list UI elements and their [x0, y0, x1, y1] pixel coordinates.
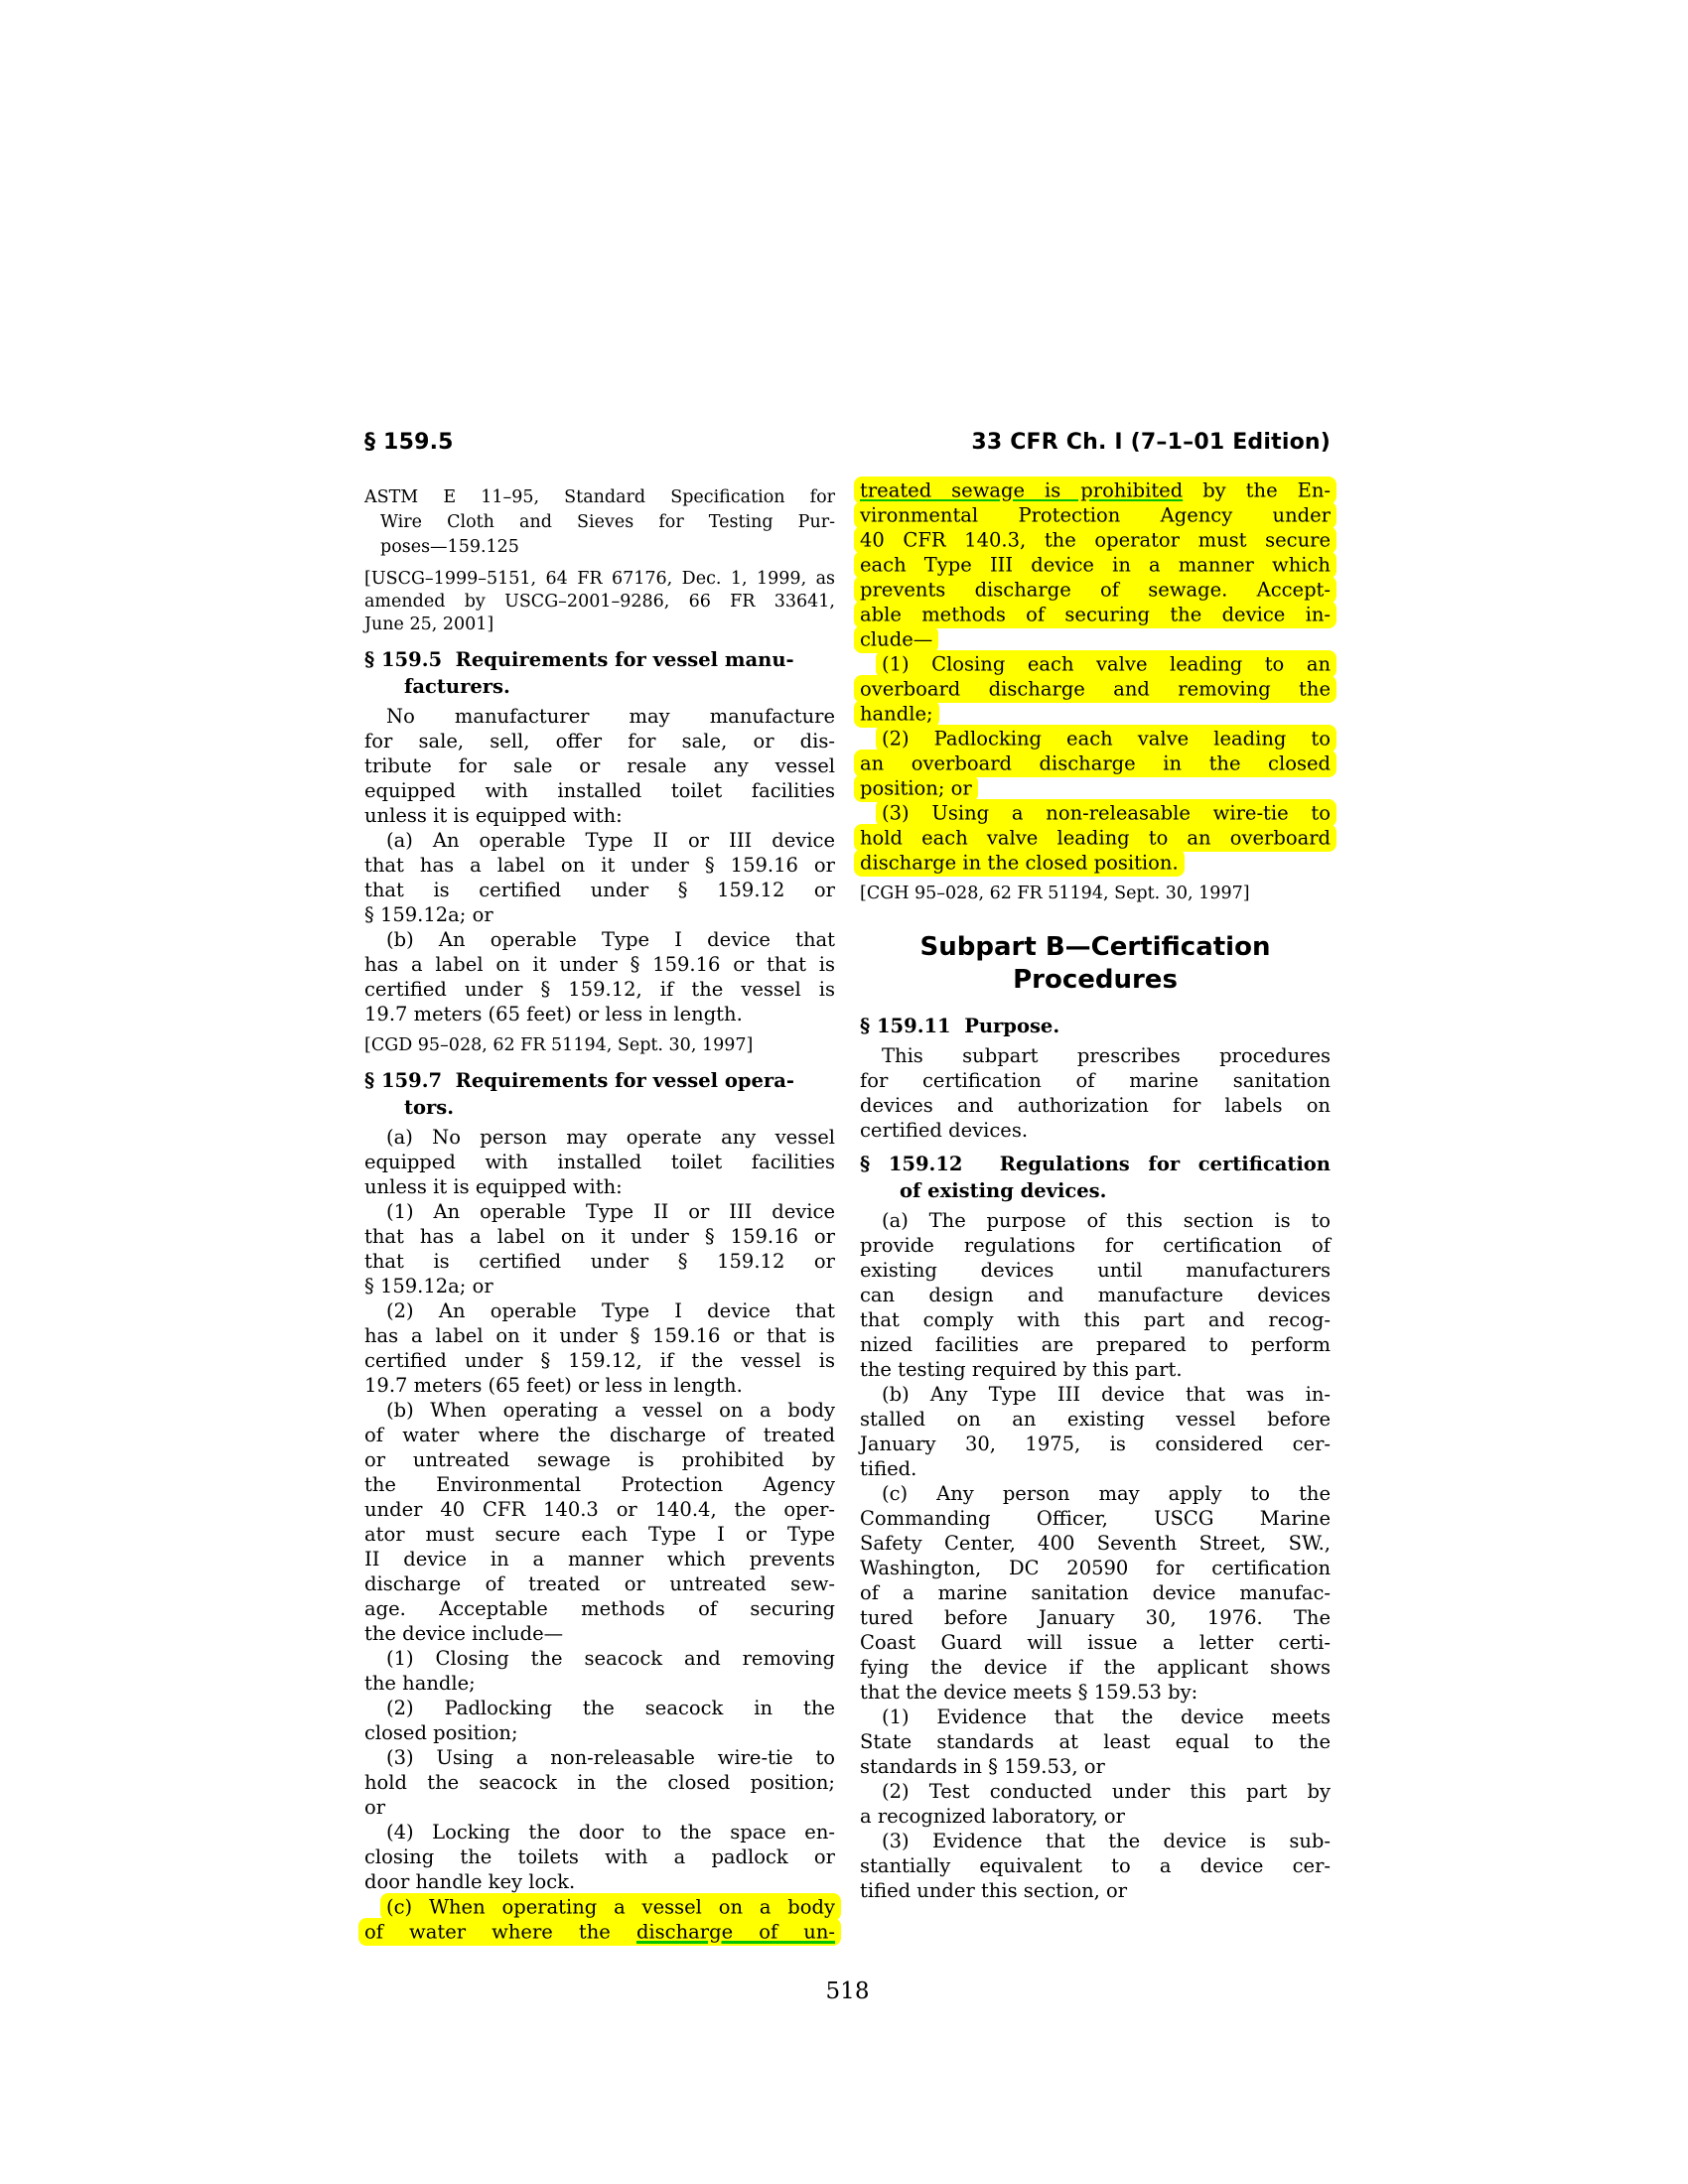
block-p [860, 1779, 1331, 1829]
text-segment: (a) An operable Type II or III device [386, 829, 835, 852]
running-head [364, 430, 1331, 455]
text-segment: 40 CFR 140.3, the operator must secure [860, 528, 1331, 551]
text-line [364, 1298, 835, 1323]
block-p [860, 651, 1331, 726]
text-segment: a recognized laboratory, or [860, 1805, 1125, 1828]
text-line [860, 1456, 1331, 1481]
text-line [364, 704, 835, 729]
text-line [860, 527, 1331, 552]
text-segment: Safety Center, 400 Seventh Street, SW., [860, 1532, 1331, 1555]
text-line [860, 577, 1331, 602]
text-line [860, 1432, 1331, 1456]
text-line [364, 1398, 835, 1423]
block-p [364, 1745, 835, 1820]
right-column [860, 478, 1331, 1903]
highlight [854, 576, 1336, 604]
text-line [364, 1745, 835, 1770]
text-line [860, 1531, 1331, 1556]
block-p [364, 1398, 835, 1646]
block-p [860, 1829, 1331, 1903]
highlight [854, 526, 1336, 554]
text-line [364, 1125, 835, 1150]
text-segment: [USCG–1999–5151, 64 FR 67176, Dec. 1, 1999, as [364, 569, 835, 589]
block-p [860, 1705, 1331, 1779]
text-segment: This subpart prescribes procedures [882, 1044, 1331, 1067]
text-line [860, 1605, 1331, 1630]
highlight [358, 1918, 841, 1946]
text-line [364, 1199, 835, 1224]
text-segment: clude— [860, 627, 933, 650]
block-h3 [364, 1067, 835, 1121]
text-segment: the Environmental Protection Agency [364, 1473, 835, 1496]
text-segment: § 159.12a; or [364, 1275, 493, 1297]
text-segment: (2) An operable Type I device that [386, 1299, 835, 1322]
text-line [364, 853, 835, 878]
text-segment: § 159.12a; or [364, 903, 493, 926]
text-line [860, 1208, 1331, 1233]
text-line [364, 1497, 835, 1522]
text-segment: standards in § 159.53, or [860, 1755, 1105, 1778]
text-line [364, 1844, 835, 1869]
text-segment: (3) Using a non-releasable wire-tie to [882, 801, 1331, 824]
text-segment: (1) Closing the seacock and removing [386, 1647, 835, 1670]
text-line [860, 883, 1331, 905]
text-line [364, 1894, 835, 1919]
block-subpart [860, 931, 1331, 997]
highlight [876, 799, 1336, 827]
text-line [364, 828, 835, 853]
left-column [364, 478, 835, 1944]
text-segment: 19.7 meters (65 feet) or less in length. [364, 1003, 743, 1025]
text-segment: closed position; [364, 1721, 518, 1744]
text-segment: § 159.5 Requirements for vessel manu- [364, 648, 794, 671]
text-line [860, 1177, 1331, 1204]
text-segment: hold the seacock in the closed position; [364, 1771, 835, 1794]
highlight [854, 675, 1336, 703]
text-line [364, 1720, 835, 1745]
block-p [860, 726, 1331, 800]
text-segment: of existing devices. [900, 1179, 1107, 1202]
text-segment: II device in a manner which prevents [364, 1548, 835, 1570]
text-line [364, 753, 835, 778]
text-line [364, 977, 835, 1002]
text-line [364, 1373, 835, 1398]
highlight [854, 551, 1336, 579]
text-segment: [CGD 95–028, 62 FR 51194, Sept. 30, 1997] [364, 1035, 754, 1055]
text-line [364, 729, 835, 753]
text-segment: for sale, sell, offer for sale, or dis- [364, 730, 835, 752]
text-segment: facturers. [404, 675, 510, 698]
text-segment: unless it is equipped with: [364, 1175, 623, 1198]
text-line [860, 1043, 1331, 1068]
text-line [364, 1323, 835, 1348]
text-segment: an overboard discharge in the closed [860, 751, 1331, 774]
text-line [364, 1820, 835, 1844]
text-line [860, 1118, 1331, 1143]
green-underline: treated sewage is prohibited [860, 478, 1184, 501]
text-segment: door handle key lock. [364, 1870, 576, 1893]
text-segment: Washington, DC 20590 for certification [860, 1557, 1331, 1579]
text-segment: (4) Locking the door to the space en- [386, 1821, 835, 1843]
block-p [364, 1820, 835, 1894]
block-p [364, 1199, 835, 1298]
text-line [860, 726, 1331, 751]
text-segment: has a label on it under § 159.16 or that is [364, 953, 835, 976]
text-line [364, 902, 835, 927]
highlight [854, 501, 1336, 529]
text-segment: position; or [860, 776, 972, 799]
green-underline: discharge of un- [635, 1920, 835, 1943]
text-line [364, 1919, 835, 1944]
text-segment: (b) When operating a vessel on a body [386, 1399, 835, 1422]
highlight [854, 700, 939, 728]
text-segment: § 159.11 Purpose. [860, 1015, 1060, 1037]
text-segment: ator must secure each Type I or Type [364, 1523, 835, 1546]
text-segment: that has a label on it under § 159.16 or [364, 1225, 835, 1248]
text-line [860, 1556, 1331, 1580]
text-line [364, 1646, 835, 1671]
block-p [364, 1298, 835, 1398]
text-segment: Wire Cloth and Sieves for Testing Pur- [380, 512, 835, 532]
text-segment: (2) Padlocking the seacock in the [386, 1697, 835, 1719]
text-line [364, 1547, 835, 1571]
text-segment: June 25, 2001] [364, 614, 494, 634]
text-segment: tified. [860, 1457, 917, 1480]
text-segment: certified devices. [860, 1119, 1029, 1142]
text-line [860, 626, 1331, 651]
text-segment: (c) Any person may apply to the [882, 1482, 1331, 1505]
text-segment: (3) Using a non-releasable wire-tie to [386, 1746, 835, 1769]
text-segment: able methods of securing the device in- [860, 603, 1331, 625]
text-segment: (2) Test conducted under this part by [882, 1780, 1331, 1803]
running-head-section: § 159.5 [364, 430, 454, 455]
text-segment: Coast Guard will issue a letter certi- [860, 1631, 1331, 1654]
text-line [364, 1249, 835, 1274]
block-p [860, 478, 1331, 651]
text-line [860, 701, 1331, 726]
text-segment: certified under § 159.12, if the vessel is [364, 1349, 835, 1372]
text-segment: stalled on an existing vessel before [860, 1408, 1331, 1431]
text-segment: (3) Evidence that the device is sub- [882, 1830, 1331, 1852]
text-line [860, 602, 1331, 626]
block-cite [364, 1034, 835, 1057]
block-p [364, 1125, 835, 1199]
text-line [364, 803, 835, 828]
text-line [364, 1696, 835, 1720]
text-line [860, 1680, 1331, 1705]
text-segment: poses—159.125 [380, 537, 519, 557]
text-line [860, 1258, 1331, 1283]
text-segment: State standards at least equal to the [860, 1730, 1331, 1753]
text-line [860, 1068, 1331, 1093]
text-line [364, 1571, 835, 1596]
text-line [364, 1224, 835, 1249]
text-line [860, 850, 1331, 875]
text-segment: ASTM E 11–95, Standard Specification for [364, 487, 835, 507]
text-line [860, 1382, 1331, 1407]
highlight [854, 625, 938, 653]
text-segment: (b) An operable Type I device that [386, 928, 835, 951]
text-line [860, 1630, 1331, 1655]
highlight [854, 601, 1336, 628]
text-segment: tified under this section, or [860, 1879, 1128, 1902]
text-line [364, 1596, 835, 1621]
text-line [860, 931, 1331, 964]
text-segment: vironmental Protection Agency under [860, 503, 1331, 526]
text-line [364, 1621, 835, 1646]
text-segment: unless it is equipped with: [364, 804, 623, 827]
text-segment: the testing required by this part. [860, 1358, 1183, 1381]
text-segment: (1) Closing each valve leading to an [882, 652, 1331, 675]
text-segment: or [364, 1796, 386, 1819]
text-line [860, 1853, 1331, 1878]
text-line [860, 478, 1331, 502]
block-p [364, 828, 835, 927]
text-segment: devices and authorization for labels on [860, 1094, 1331, 1117]
text-line [364, 673, 835, 700]
block-p [364, 1696, 835, 1745]
text-segment: the handle; [364, 1672, 476, 1695]
text-segment: (b) Any Type III device that was in- [882, 1383, 1331, 1406]
text-line [364, 927, 835, 952]
block-p [364, 927, 835, 1026]
text-line [860, 1506, 1331, 1531]
text-line [860, 1407, 1331, 1432]
block-p [860, 800, 1331, 875]
text-line [860, 964, 1331, 997]
highlight [854, 477, 1336, 504]
text-line [860, 1779, 1331, 1804]
text-line [364, 591, 835, 614]
text-line [860, 552, 1331, 577]
block-p [860, 1481, 1331, 1705]
text-segment: § 159.7 Requirements for vessel opera- [364, 1069, 794, 1092]
text-line [860, 676, 1331, 701]
text-line [364, 1472, 835, 1497]
text-line [860, 1804, 1331, 1829]
text-segment: January 30, 1975, is considered cer- [860, 1433, 1331, 1455]
text-line [364, 1869, 835, 1894]
text-segment: § 159.12 Regulations for certification [860, 1153, 1331, 1175]
text-segment: or untreated sewage is prohibited by [364, 1448, 835, 1471]
text-line [364, 1174, 835, 1199]
text-line [364, 510, 835, 535]
text-line [860, 1829, 1331, 1853]
highlight [876, 650, 1336, 678]
block-ref [364, 485, 835, 560]
text-line [364, 1348, 835, 1373]
block-cite [860, 883, 1331, 905]
text-segment: that comply with this part and recog- [860, 1308, 1331, 1331]
highlight [854, 849, 1185, 877]
text-segment: fying the device if the applicant shows [860, 1656, 1331, 1679]
block-h3 [860, 1013, 1331, 1039]
text-line [860, 1754, 1331, 1779]
block-p [860, 1382, 1331, 1481]
text-segment: hold each valve leading to an overboard [860, 826, 1331, 849]
text-line [860, 1093, 1331, 1118]
text-line [364, 614, 835, 636]
text-line [860, 1580, 1331, 1605]
text-line [364, 1067, 835, 1094]
text-segment: [CGH 95–028, 62 FR 51194, Sept. 30, 1997] [860, 884, 1250, 903]
text-line [364, 1150, 835, 1174]
text-segment: has a label on it under § 159.16 or that is [364, 1324, 835, 1347]
text-line [364, 1671, 835, 1696]
text-segment: (1) Evidence that the device meets [882, 1706, 1331, 1728]
text-line [860, 502, 1331, 527]
text-line [364, 1423, 835, 1447]
text-segment: Procedures [1013, 965, 1178, 995]
block-h3 [364, 646, 835, 700]
block-p [364, 1646, 835, 1696]
text-line [860, 775, 1331, 800]
text-line [860, 1729, 1331, 1754]
text-segment: that has a label on it under § 159.16 or [364, 854, 835, 877]
text-line [364, 1447, 835, 1472]
highlight [854, 774, 978, 802]
text-line [364, 1795, 835, 1820]
text-line [860, 751, 1331, 775]
text-line [364, 1002, 835, 1026]
text-segment: 19.7 meters (65 feet) or less in length. [364, 1374, 743, 1397]
text-line [364, 1034, 835, 1057]
text-line [860, 1283, 1331, 1307]
text-line [364, 1274, 835, 1298]
text-segment: that is certified under § 159.12 or [364, 1250, 835, 1273]
text-segment: tors. [404, 1096, 455, 1119]
text-line [860, 1332, 1331, 1357]
text-segment: Commanding Officer, USCG Marine [860, 1507, 1331, 1530]
text-line [860, 1357, 1331, 1382]
block-h3 [860, 1151, 1331, 1204]
text-segment: handle; [860, 702, 933, 725]
highlight [876, 725, 1336, 752]
text-segment: certified under § 159.12, if the vessel is [364, 978, 835, 1001]
text-line [364, 1522, 835, 1547]
text-segment: discharge of treated or untreated sew- [364, 1572, 835, 1595]
highlight [854, 750, 1336, 777]
text-segment: age. Acceptable methods of securing [364, 1597, 835, 1620]
text-segment: stantially equivalent to a device cer- [860, 1854, 1331, 1877]
text-segment: existing devices until manufacturers [860, 1259, 1331, 1282]
text-line [860, 1013, 1331, 1039]
text-segment: of water where the [364, 1920, 636, 1943]
highlight [380, 1893, 841, 1921]
text-segment: equipped with installed toilet facilities [364, 1151, 835, 1173]
text-segment: discharge in the closed position. [860, 851, 1179, 874]
highlight [854, 824, 1336, 852]
text-segment: that the device meets § 159.53 by: [860, 1681, 1198, 1704]
text-segment: each Type III device in a manner which [860, 553, 1331, 576]
text-segment: the device include— [364, 1622, 564, 1645]
text-segment: No manufacturer may manufacture [386, 705, 835, 728]
text-line [860, 1307, 1331, 1332]
text-segment: (2) Padlocking each valve leading to [882, 727, 1331, 750]
text-segment: that is certified under § 159.12 or [364, 879, 835, 901]
page-number: 518 [825, 1979, 870, 2004]
text-line [364, 952, 835, 977]
text-line [860, 825, 1331, 850]
text-line [860, 1233, 1331, 1258]
text-line [860, 1481, 1331, 1506]
block-p [860, 1208, 1331, 1382]
text-segment: closing the toilets with a padlock or [364, 1845, 835, 1868]
text-line [860, 1655, 1331, 1680]
text-segment: (c) When operating a vessel on a body [386, 1895, 835, 1918]
text-line [364, 1094, 835, 1121]
block-p [860, 1043, 1331, 1143]
block-cite [364, 568, 835, 636]
block-p [364, 1894, 835, 1944]
running-head-edition: 33 CFR Ch. I (7–1–01 Edition) [971, 430, 1331, 455]
text-line [860, 1878, 1331, 1903]
text-line [860, 1705, 1331, 1729]
text-segment: tured before January 30, 1976. The [860, 1606, 1331, 1629]
text-segment: provide regulations for certification of [860, 1234, 1331, 1257]
text-segment: amended by USCG–2001–9286, 66 FR 33641, [364, 592, 835, 612]
text-segment: prevents discharge of sewage. Accept- [860, 578, 1331, 601]
text-line [364, 485, 835, 510]
text-segment: tribute for sale or resale any vessel [364, 754, 835, 777]
text-segment: (a) The purpose of this section is to [882, 1209, 1331, 1232]
text-segment: (a) No person may operate any vessel [386, 1126, 835, 1149]
text-segment: under 40 CFR 140.3 or 140.4, the oper- [364, 1498, 835, 1521]
text-segment: (1) An operable Type II or III device [386, 1200, 835, 1223]
text-line [364, 646, 835, 673]
text-segment: of water where the discharge of treated [364, 1424, 835, 1446]
text-line [860, 800, 1331, 825]
text-line [364, 568, 835, 591]
text-line [860, 1151, 1331, 1177]
text-segment: for certification of marine sanitation [860, 1069, 1331, 1092]
text-segment: by the En- [1183, 478, 1331, 501]
text-segment: overboard discharge and removing the [860, 677, 1331, 700]
text-line [860, 651, 1331, 676]
block-p [364, 704, 835, 828]
text-segment: Subpart B—Certification [919, 932, 1271, 962]
text-segment: equipped with installed toilet facilities [364, 779, 835, 802]
text-segment: of a marine sanitation device manufac- [860, 1581, 1331, 1604]
text-line [364, 878, 835, 902]
text-segment: nized facilities are prepared to perform [860, 1333, 1331, 1356]
text-segment: can design and manufacture devices [860, 1284, 1331, 1306]
text-line [364, 535, 835, 560]
text-line [364, 1770, 835, 1795]
text-line [364, 778, 835, 803]
